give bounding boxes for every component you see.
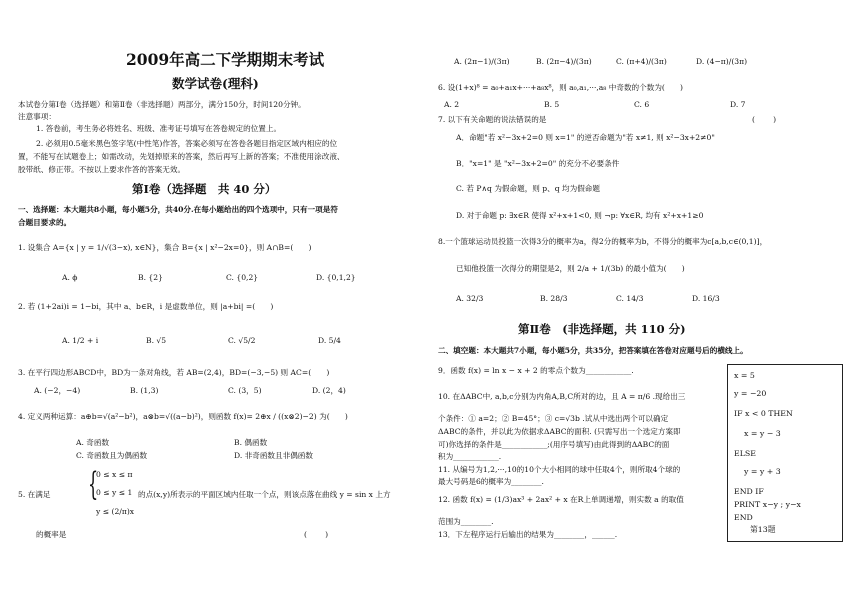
question-8-option-a: A. 32/3 [456, 294, 484, 303]
question-11-line-b: 最大号码是6的概率为________. [438, 477, 544, 486]
question-1-option-b: B. {2} [138, 273, 163, 282]
question-7-option-c: C. 若 P∧q 为假命题，则 p、q 均为假命题 [456, 184, 600, 193]
question-2-stem: 2. 若 (1+2ai)i = 1−bi，其中 a、b∈R，i 是虚数单位，则 |a+bi| =( ) [18, 302, 274, 311]
question-8-option-c: C. 14/3 [616, 294, 644, 303]
question-9: 9．函数 f(x) = ln x − x + 2 的零点个数为____________. [438, 366, 634, 375]
notice-2a: 2. 必须用0.5毫米黑色签字笔(中性笔)作答，答案必须写在答卷各题目指定区域内相应的位 [36, 139, 338, 148]
question-2-option-a: A. 1/2 + i [62, 336, 99, 345]
question-10-line-b: 个条件：① a=2；② B=45°；③ c=√3b .试从中选出两个可以确定 [438, 414, 669, 423]
question-5-condition-3: y ≤ (2/π)x [96, 507, 135, 516]
question-10-line-e: 积为____________. [438, 452, 502, 461]
question-5-option-a: A. (2π−1)/(3π) [454, 57, 510, 66]
notice-2b: 置，不能写在试题卷上；如需改动，先划掉原来的答案，然后再写上新的答案；不准使用涂改液、 [18, 152, 345, 161]
part1-instructions-a: 一、选择题：本大题共8小题，每小题5分，共40分.在每小题给出的四个选项中，只有一项是符 [18, 205, 338, 214]
question-2-option-d: D. 5/4 [318, 336, 341, 345]
question-7-option-b: B．"x=1" 是 "x²−3x+2=0" 的充分不必要条件 [456, 159, 620, 168]
question-3-stem: 3. 在平行四边形ABCD中，BD为一条对角线，若 AB=(2,4)，BD=(−3,−5) 则 AC=( ) [18, 368, 330, 377]
question-5-stem-a: 5. 在满足 [18, 490, 51, 499]
program-line: y = −20 [734, 389, 767, 398]
question-12-line-b: 范围为________. [438, 517, 494, 526]
question-6-option-c: C. 6 [634, 100, 650, 109]
question-8-stem-a: 8.一个篮球运动员投篮一次得3分的概率为a，得2分的概率为b，不得分的概率为c[a,b,c∈(0,1)]， [438, 237, 768, 246]
program-line: END [734, 513, 753, 522]
part1-heading: 第Ⅰ卷（选择题 共 40 分） [132, 182, 277, 196]
program-line: ELSE [734, 449, 756, 458]
question-6-option-b: B. 5 [544, 100, 560, 109]
question-8-stem-b: 已知他投篮一次得分的期望是2，则 2/a + 1/(3b) 的最小值为( ) [456, 264, 685, 273]
question-6-option-a: A. 2 [444, 100, 460, 109]
notice-2c: 胶带纸、修正带。不按以上要求作答的答案无效。 [18, 165, 186, 174]
question-3-option-b: B. (1,3) [130, 386, 159, 395]
program-line: x = 5 [734, 371, 755, 380]
question-6-stem: 6. 设(1+x)⁸ = a₀+a₁x+···+a₈x⁸，则 a₀,a₁,···,a₈ 中奇数的个数为( ) [438, 83, 684, 92]
question-7-answer-paren: ( ) [752, 115, 778, 124]
program-caption: 第13题 [750, 525, 776, 534]
program-line: END IF [734, 487, 764, 496]
question-3-option-a: A. (−2，−4) [34, 386, 81, 395]
program-line: IF x < 0 THEN [734, 409, 793, 418]
question-5-option-b: B. (2π−4)/(3π) [536, 57, 592, 66]
part1-instructions-b: 合题目要求的。 [18, 218, 72, 227]
question-1-option-d: D. {0,1,2} [316, 273, 356, 282]
question-4-stem: 4. 定义两种运算：a⊕b=√(a²−b²)，a⊗b=√((a−b)²)，则函数 f(x)= 2⊕x / ((x⊗2)−2) 为( ) [18, 412, 348, 421]
question-4-option-d: D. 非奇函数且非偶函数 [234, 451, 313, 460]
question-5-option-c: C. (π+4)/(3π) [616, 57, 667, 66]
question-5-condition-2: 0 ≤ y ≤ 1 [96, 488, 133, 497]
question-11-line-a: 11. 从编号为1,2,···,10的10个大小相同的球中任取4个，则所取4个球的 [438, 465, 681, 474]
part2-heading: 第Ⅱ卷 (非选择题，共 110 分) [518, 322, 686, 336]
question-4-option-b: B. 偶函数 [234, 438, 268, 447]
question-6-option-d: D. 7 [730, 100, 746, 109]
question-2-option-b: B. √5 [146, 336, 167, 345]
question-5-option-d: D. (4−π)/(3π) [696, 57, 748, 66]
question-5-condition-1: 0 ≤ x ≤ π [96, 470, 133, 479]
question-7-option-d: D. 对于命题 p: ∃x∈R 使得 x²+x+1<0, 则 ¬p: ∀x∈R, 均有 x²+x+1≥0 [456, 211, 704, 220]
question-1-option-a: A. ϕ [62, 273, 78, 282]
exam-title: 2009年高二下学期期末考试 [126, 50, 325, 69]
question-5-answer-paren: ( ) [304, 530, 330, 539]
notice-1: 1. 答卷前，考生务必将姓名、班级、准考证号填写在答卷规定的位置上。 [36, 124, 282, 133]
question-4-option-c: C. 奇函数且为偶函数 [76, 451, 148, 460]
question-10-line-c: ΔABC的条件，并以此为依据求ΔABC的面积. (只需写出一个选定方案即 [438, 427, 681, 436]
program-line: PRINT x−y ; y−x [734, 500, 801, 509]
part2-instructions: 二、填空题：本大题共7小题，每小题5分，共35分，把答案填在答卷对应题号后的横线上。 [438, 346, 748, 355]
question-3-option-c: C. (3，5) [228, 386, 262, 395]
program-line: x = y − 3 [744, 429, 781, 438]
question-7-option-a: A．命题"若 x²−3x+2=0 则 x=1" 的逆否命题为"若 x≠1, 则 x²−3x+2≠0" [456, 133, 715, 142]
notice-title: 注意事项： [18, 112, 56, 121]
exam-subtitle: 数学试卷(理科) [172, 76, 259, 91]
question-12-line-a: 12. 函数 f(x) = (1/3)ax³ + 2ax² + x 在R上单调递增，则实数 a 的取值 [438, 495, 684, 504]
question-13: 13．下左程序运行后输出的结果为________，______. [438, 530, 618, 539]
question-3-option-d: D. (2，4) [312, 386, 346, 395]
question-10-line-a: 10. 在ΔABC中, a,b,c分别为内角A,B,C所对的边，且 A = π/6 .现给出三 [438, 392, 686, 401]
question-1-stem: 1. 设集合 A={x | y = 1/√(3−x), x∈N}，集合 B={x | x²−2x=0}，则 A∩B=( ) [18, 243, 312, 252]
question-5-stem-c: 的概率是 [36, 530, 67, 539]
exam-intro: 本试卷分第Ⅰ卷（选择题）和第Ⅱ卷（非选择题）两部分，满分150分，时间120分钟。 [18, 100, 306, 109]
question-8-option-d: D. 16/3 [692, 294, 720, 303]
question-5-stem-b: 的点(x,y)所表示的平面区域内任取一个点，则该点落在曲线 y = sin x 上方 [138, 490, 391, 499]
program-box [727, 364, 843, 542]
question-10-line-d: 可)你选择的条件是____________;(用序号填写)由此得到的ΔABC的面 [438, 440, 670, 449]
question-8-option-b: B. 28/3 [540, 294, 568, 303]
question-4-option-a: A. 奇函数 [76, 438, 110, 447]
system-brace: { [88, 465, 99, 503]
program-line: y = y + 3 [744, 467, 781, 476]
question-2-option-c: C. √5/2 [228, 336, 256, 345]
question-7-stem: 7. 以下有关命题的说法错误的是 [438, 115, 547, 124]
question-1-option-c: C. {0,2} [226, 273, 259, 282]
